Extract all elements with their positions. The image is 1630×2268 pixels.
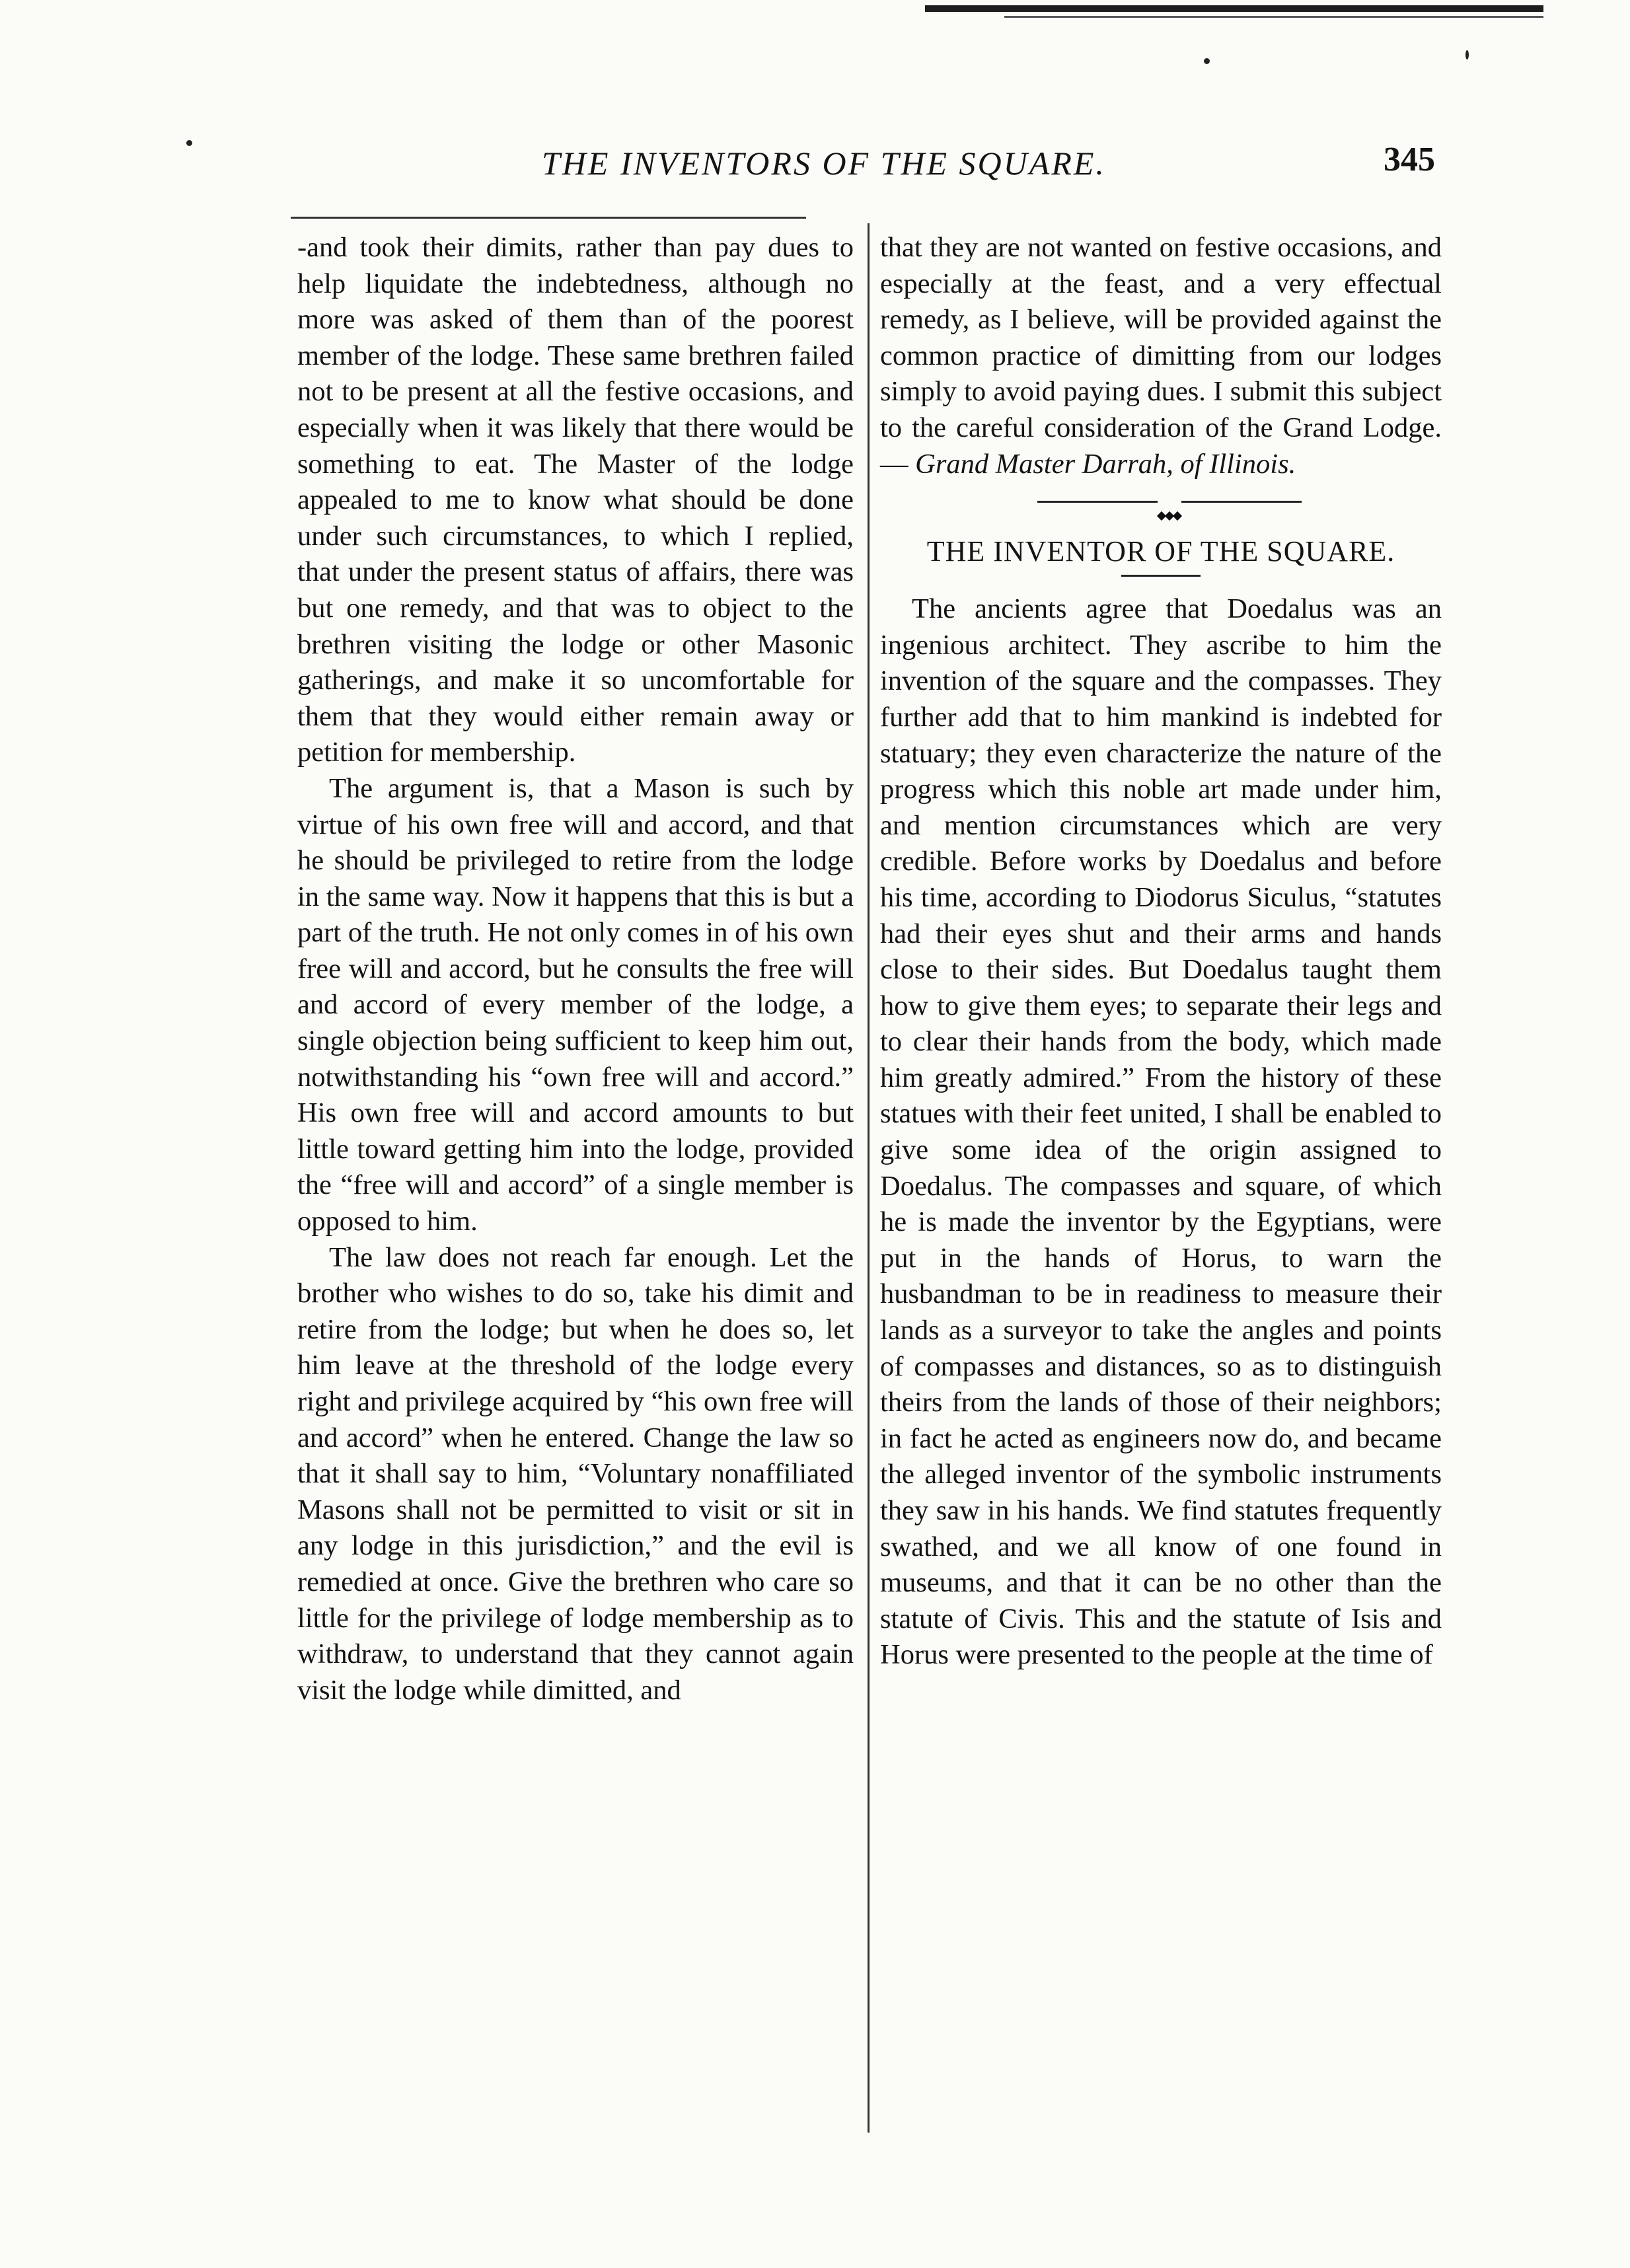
page-header <box>291 140 1435 193</box>
print-speck <box>1465 50 1469 59</box>
running-title: THE INVENTORS OF THE SQUARE. <box>542 145 1106 182</box>
attribution: Grand Master Darrah, of Illinois. <box>915 448 1296 480</box>
paragraph: -and took their dimits, rather than pay dues to help liquidate the indebtedness, although no more was asked of them than of the poorest member of the lodge. These same brethren failed not to be present at all the festive occasions, and especially when it was likely that there would be something to eat. The Master of the lodge appealed to me to know what should be done under such circumstances, to which I replied, that under the present status of affairs, there was but one remedy, and that was to object to the brethren visiting the lodge or other Masonic gatherings, and make it so uncomfortable for them that they would either remain away or petition for membership. <box>297 232 854 768</box>
page-number: 345 <box>1384 141 1435 178</box>
print-speck <box>1204 58 1210 64</box>
header-rule <box>291 217 806 219</box>
continuation-text: that they are not wanted on festive occasions, and especially at the feast, and a very effectual remedy, as I believe, will be provided against the common practice of dimitting from our lodges simply to avoid paying dues. I submit this subject to the careful consideration of the Grand Lodge. — <box>880 232 1442 480</box>
continuation-paragraph <box>880 230 1442 482</box>
top-border-rule <box>925 5 1543 12</box>
print-speck <box>186 140 192 146</box>
article-title: THE INVENTOR OF THE SQUARE. <box>926 535 1395 568</box>
ornament-diamonds <box>1158 495 1181 507</box>
top-border-rule-thin <box>1004 16 1543 18</box>
paragraph: The law does not reach far enough. Let the brother who wishes to do so, take his dimit and retire from the lodge; but when he does so, let him leave at the threshold of the lodge every right and privilege acquired by “his own free will and accord” when he entered. Change the law so that it shall say to him, “Voluntary nonaffiliated Masons shall not be permitted to visit or sit in any lodge in this jurisdiction,” and the evil is remedied at once. Give the brethren who care so little for the privilege of lodge membership as to withdraw, to understand that they cannot again visit the lodge while dimitted, and <box>297 1241 854 1706</box>
right-column <box>880 230 1442 1673</box>
paragraph: The ancients agree that Doedalus was an ingenious architect. They ascribe to him the invention of the square and the compasses. They further add that to him mankind is indebted for statuary; they even characterize the nature of the progress which this noble art made under him, and mention circumstances which are very credible. Before works by Doedalus and before his time, according to Diodorus Siculus, “statutes had their eyes shut and their arms and hands close to their sides. But Doedalus taught them how to give them eyes; to separate their legs and to clear their hands from the body, which made him greatly admired.” From the history of these statues with their feet united, I shall be enabled to give some idea of the origin assigned to Doedalus. The compasses and square, of which he is made the inventor by the Egyptians, were put in the hands of Horus, to warn the husbandman to be in readiness to measure their lands as a surveyor to take the angles and points of compasses and distances, so as to distinguish theirs from the lands of those of their neighbors; in fact he acted as engineers now do, and became the alleged inventor of the symbolic instruments they saw in his hands. We find statutes frequently swathed, and we all know of one found in museums, and that it can be no other than the statute of Civis. This and the statute of Isis and Horus were presented to the people at the time of <box>880 593 1442 1671</box>
column-divider <box>868 223 870 2133</box>
title-rule <box>1121 575 1201 577</box>
section-ornament <box>880 482 1442 518</box>
left-column <box>297 230 854 1708</box>
paragraph: The argument is, that a Mason is such by virtue of his own free will and accord, and that he should be privileged to retire from the lodge in the same way. Now it happens that this is but a part of the truth. He not only comes in of his own free will and accord, but he consults the free will and accord of every member of the lodge, a single objection being sufficient to keep him out, notwithstanding his “own free will and accord.” His own free will and accord amounts to but little toward getting him into the lodge, provided the “free will and accord” of a single member is opposed to him. <box>297 772 854 1237</box>
